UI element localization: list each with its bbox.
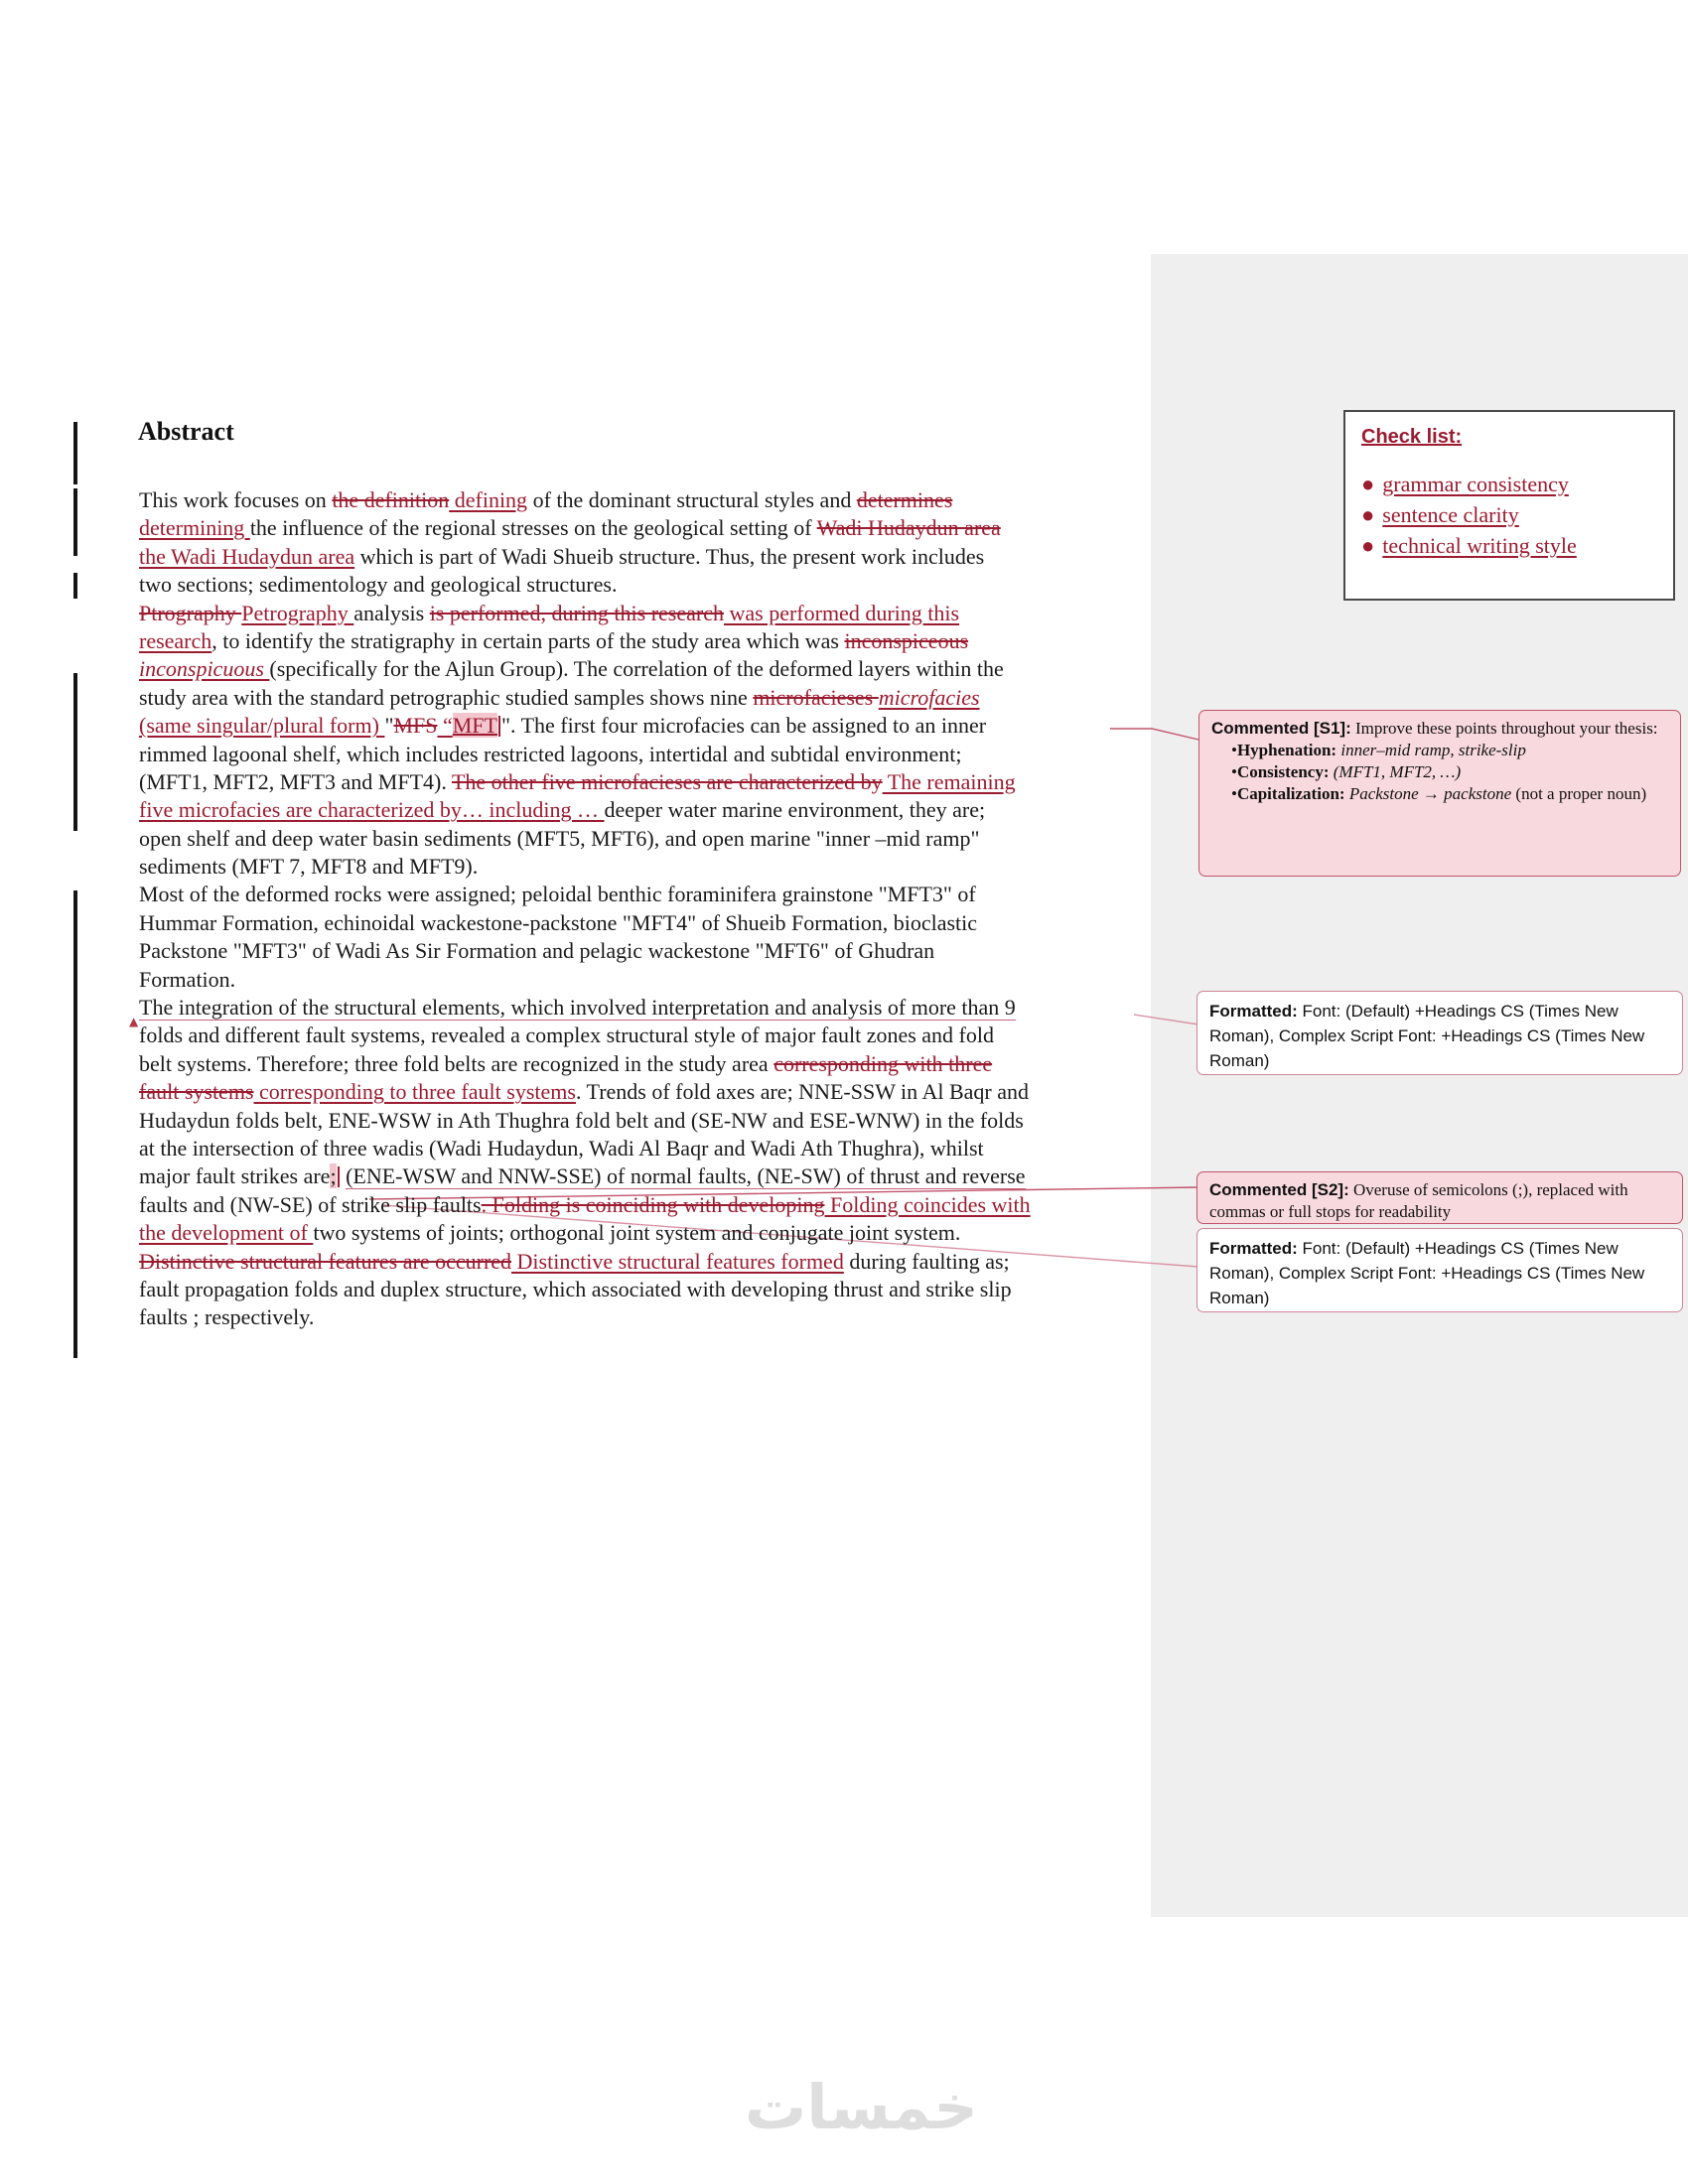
abstract-line: (MFT1, MFT2, MFT3 and MFT4). The other five microfacieses are characterized by The remaining [139, 768, 1016, 794]
tracked-change-bar [73, 673, 77, 831]
formatted-note-box-2[interactable] [1196, 1228, 1683, 1312]
abstract-line: Formation. [139, 966, 236, 992]
abstract-text[interactable] [139, 486, 1162, 1332]
checklist-box [1343, 410, 1675, 601]
abstract-line: Hudaydun folds belt, ENE-WSW in Ath Thughra fold belt and (SE-NW and ESE-WNW) in the folds [139, 1107, 1024, 1133]
insertion-marker-triangle: ▲ [129, 1015, 139, 1028]
checklist-item: ● sentence clarity [1361, 502, 1519, 527]
tracked-change-bar [73, 488, 77, 556]
abstract-line: (same singular/plural form) "MFS “MFT ". The first four microfacies can be assigned to an inner [139, 713, 987, 739]
abstract-line: the development of two systems of joints; orthogonal joint system and conjugate joint system. [139, 1220, 961, 1246]
abstract-line: sediments (MFT 7, MFT8 and MFT9). [139, 854, 479, 880]
abstract-line: fault propagation folds and duplex structure, which associated with developing thrust and strike slip [139, 1276, 1012, 1301]
abstract-line: belt systems. Therefore; three fold belts are recognized in the study area corresponding with three [139, 1050, 993, 1076]
comment-s2-label: Commented [S2]: [1209, 1180, 1349, 1199]
tracked-change-bar [73, 422, 77, 484]
bullet-icon: ● [1361, 502, 1375, 527]
abstract-line: The integration of the structural elements, which involved interpretation and analysis of more than 9 [139, 995, 1016, 1021]
abstract-line: five microfacies are characterized by… including … deeper water marine environment, they are; [139, 797, 986, 823]
abstract-line: Distinctive structural features are occurred Distinctive structural features formed during faulting as; [139, 1248, 1010, 1274]
abstract-line: study area with the standard petrographic studied samples shows nine microfacieses microfacies [139, 684, 980, 710]
abstract-heading: Abstract [138, 417, 234, 446]
checklist-items [1361, 469, 1657, 561]
abstract-line: at the intersection of three wadis (Wadi Hudaydun, Wadi Al Baqr and Wadi Ath Thughra), whilst [139, 1135, 984, 1160]
abstract-line: Ptrography Petrography analysis is performed, during this research was performed during this [139, 600, 960, 625]
abstract-line: fault systems corresponding to three fault systems. Trends of fold axes are; NNE-SSW in Al Baqr and [139, 1079, 1029, 1105]
formatted-note-text: Font: (Default) +Headings CS (Times New Roman), Complex Script Font: +Headings CS (Times New Roman) [1209, 1002, 1645, 1070]
comment-s1-label: Commented [S1]: [1211, 719, 1351, 738]
comment-s1-bullet: •Consistency: (MFT1, MFT2, …) [1231, 762, 1462, 781]
abstract-line: determining the influence of the regional stresses on the geological setting of Wadi Hudaydun area [139, 515, 1001, 541]
formatted-note-box-1[interactable] [1196, 991, 1683, 1075]
khamsat-watermark: خمسات [745, 2071, 978, 2143]
abstract-line: Packstone "MFT3" of Wadi As Sir Formation and pelagic wackestone "MFT6" of Ghudran [139, 938, 935, 964]
abstract-line: Hummar Formation, echinoidal wackestone-packstone "MFT4" of Shueib Formation, bioclastic [139, 909, 978, 935]
formatted-note-label: Formatted: [1209, 1002, 1298, 1021]
checklist-item: ● technical writing style [1361, 533, 1577, 558]
abstract-line: research, to identify the stratigraphy in certain parts of the study area which was inconspiceous [139, 627, 969, 653]
abstract-line: open shelf and deep water basin sediments (MFT5, MFT6), and open marine "inner –mid ramp" [139, 825, 980, 851]
abstract-line: the Wadi Hudaydun area which is part of Wadi Shueib structure. Thus, the present work includes [139, 543, 985, 569]
comment-s1-bullet: •Hyphenation: inner–mid ramp, strike-slip [1231, 741, 1526, 759]
tracked-change-bar [73, 573, 77, 599]
abstract-line: This work focuses on the definition defining of the dominant structural styles and determines [139, 487, 953, 512]
comment-s2-box[interactable] [1196, 1171, 1683, 1224]
checklist-item: ● grammar consistency [1361, 472, 1569, 496]
formatted-note-text: Font: (Default) +Headings CS (Times New Roman), Complex Script Font: +Headings CS (Times New Roman) [1209, 1239, 1645, 1307]
bullet-icon: ● [1361, 472, 1375, 496]
comment-s2-text: Overuse of semicolons (;), replaced with commas or full stops for readability [1209, 1180, 1628, 1221]
abstract-line: rimmed lagoonal shelf, which includes restricted lagoons, intertidal and subtidal environment; [139, 741, 962, 766]
abstract-line: inconspicuous (specifically for the Ajlun Group). The correlation of the deformed layers within the [139, 656, 1004, 682]
abstract-line: major fault strikes are; (ENE-WSW and NNW-SSE) of normal faults, (NE-SW) of thrust and reverse [139, 1163, 1026, 1189]
abstract-line: folds and different fault systems, revealed a complex structural style of major fault zones and fold [139, 1023, 994, 1048]
abstract-line: Most of the deformed rocks were assigned; peloidal benthic foraminifera grainstone "MFT3" of [139, 882, 976, 907]
abstract-line: faults ; respectively. [139, 1304, 315, 1330]
bullet-icon: ● [1361, 533, 1375, 558]
formatted-note-label: Formatted: [1209, 1239, 1298, 1258]
comment-s1-bullet: •Capitalization: Packstone → packstone (not a proper noun) [1231, 784, 1647, 803]
comment-s1-intro: Improve these points throughout your thesis: [1350, 719, 1658, 738]
checklist-title: Check list: [1361, 426, 1463, 448]
abstract-line: two sections; sedimentology and geological structures. [139, 572, 618, 598]
abstract-line: faults and (NW-SE) of strike slip faults. Folding is coinciding with developing Folding coincides with [139, 1191, 1031, 1217]
tracked-change-bar [73, 890, 77, 1358]
comment-s1-box[interactable] [1198, 710, 1681, 877]
